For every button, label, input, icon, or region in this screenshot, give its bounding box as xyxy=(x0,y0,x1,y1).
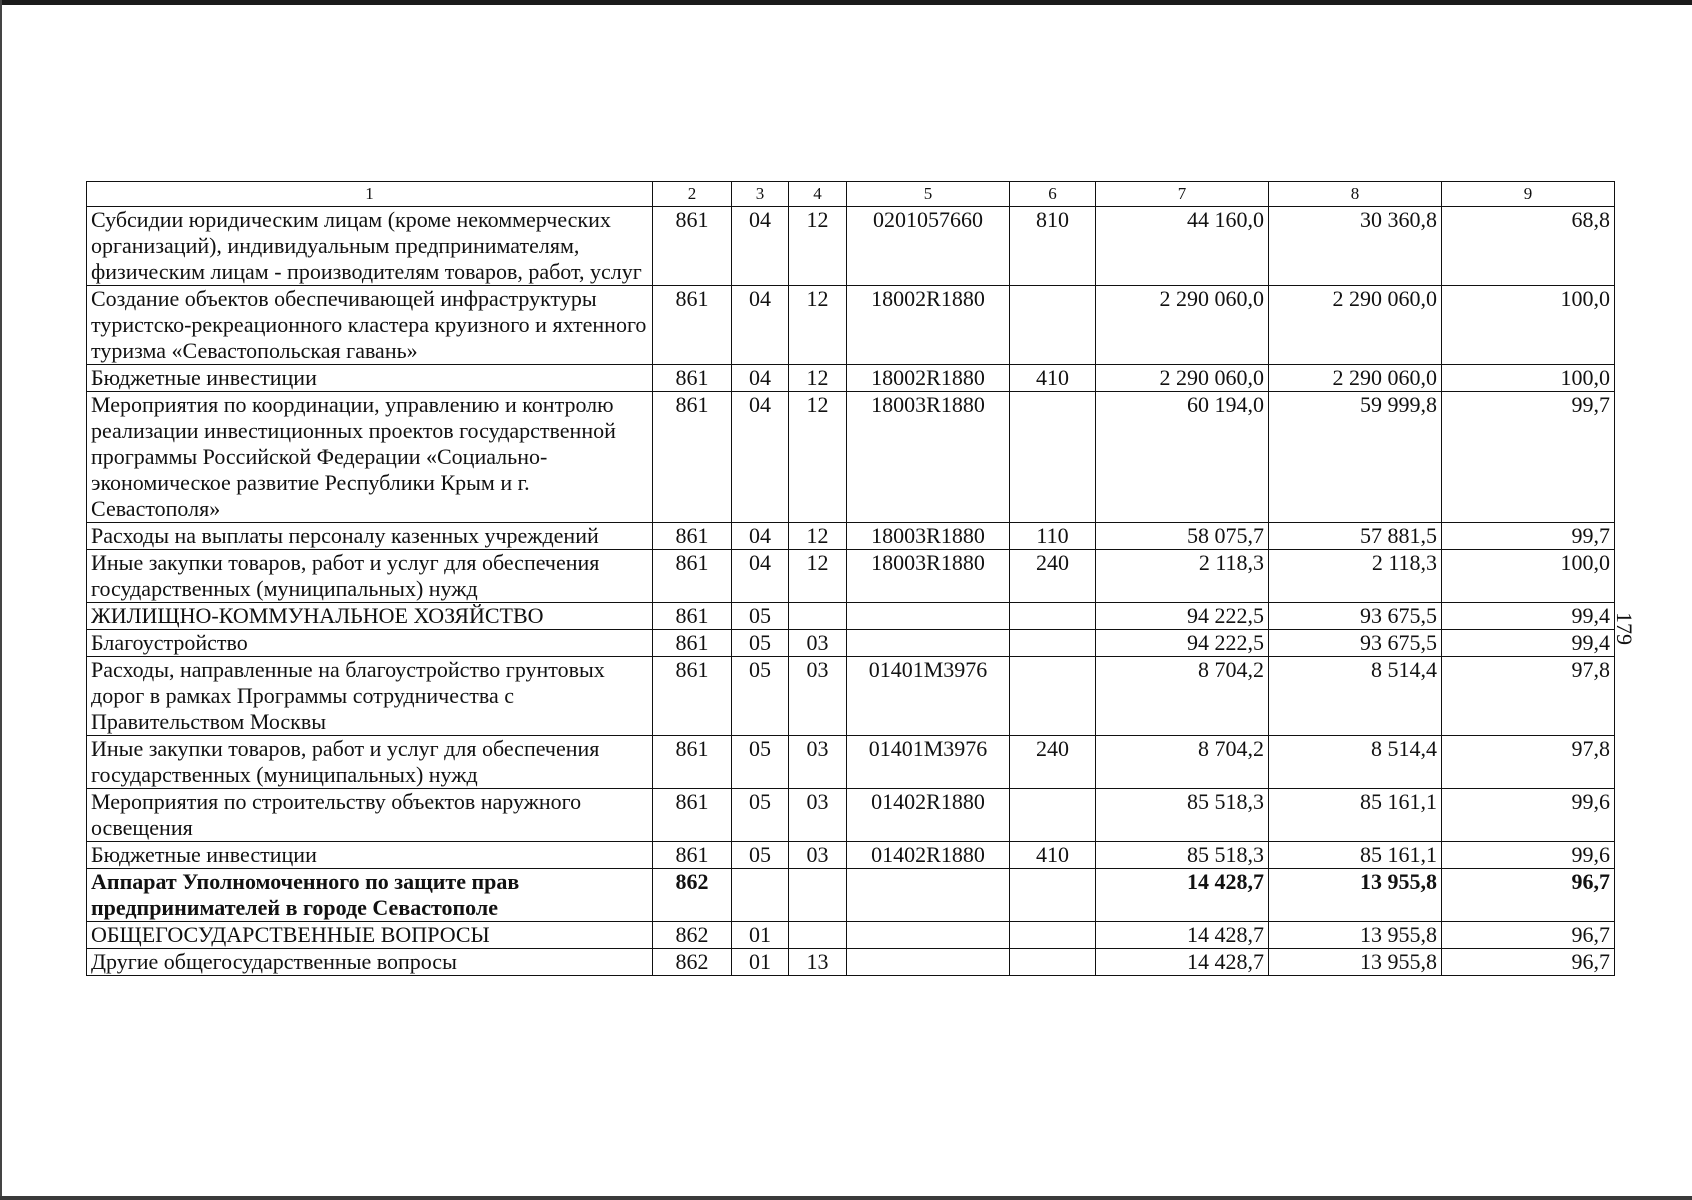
row-name: Расходы на выплаты персоналу казенных учреждений xyxy=(87,523,653,550)
row-executed-amount: 13 955,8 xyxy=(1269,869,1442,922)
row-target-article: 01402R1880 xyxy=(847,842,1010,869)
row-planned-amount: 58 075,7 xyxy=(1096,523,1269,550)
row-planned-amount: 85 518,3 xyxy=(1096,842,1269,869)
scan-edge-left xyxy=(0,0,2,1200)
header-col-3: 3 xyxy=(732,182,789,207)
row-execution-percent: 97,8 xyxy=(1442,736,1615,789)
table-row xyxy=(87,603,1615,630)
table-row xyxy=(87,523,1615,550)
budget-table xyxy=(86,181,1615,976)
row-planned-amount: 2 290 060,0 xyxy=(1096,286,1269,365)
row-executed-amount: 30 360,8 xyxy=(1269,207,1442,286)
row-executed-amount: 85 161,1 xyxy=(1269,842,1442,869)
row-name: Мероприятия по координации, управлению и контролю реализации инвестиционных проектов государственной программы Российской Федерации «Социально-экономическое развитие Республики Крым и г. Севастополя» xyxy=(87,392,653,523)
row-expense-type xyxy=(1010,630,1096,657)
row-expense-type xyxy=(1010,869,1096,922)
row-planned-amount: 44 160,0 xyxy=(1096,207,1269,286)
row-ministry-code: 861 xyxy=(653,657,732,736)
header-col-6: 6 xyxy=(1010,182,1096,207)
row-expense-type xyxy=(1010,949,1096,976)
row-subsection-code: 13 xyxy=(789,949,847,976)
row-ministry-code: 862 xyxy=(653,949,732,976)
row-section-code: 04 xyxy=(732,207,789,286)
row-subsection-code xyxy=(789,869,847,922)
row-executed-amount: 8 514,4 xyxy=(1269,657,1442,736)
row-subsection-code: 12 xyxy=(789,286,847,365)
row-section-code: 01 xyxy=(732,949,789,976)
row-section-code: 05 xyxy=(732,842,789,869)
table-row xyxy=(87,949,1615,976)
row-expense-type xyxy=(1010,603,1096,630)
row-target-article: 18003R1880 xyxy=(847,392,1010,523)
row-target-article: 18003R1880 xyxy=(847,550,1010,603)
row-execution-percent: 99,4 xyxy=(1442,630,1615,657)
table-row xyxy=(87,869,1615,922)
row-planned-amount: 14 428,7 xyxy=(1096,869,1269,922)
page-number: 179 xyxy=(1612,612,1637,645)
table-row xyxy=(87,392,1615,523)
row-ministry-code: 861 xyxy=(653,630,732,657)
row-executed-amount: 13 955,8 xyxy=(1269,922,1442,949)
row-ministry-code: 861 xyxy=(653,842,732,869)
row-target-article xyxy=(847,949,1010,976)
row-subsection-code: 03 xyxy=(789,736,847,789)
row-executed-amount: 8 514,4 xyxy=(1269,736,1442,789)
table-row xyxy=(87,736,1615,789)
row-execution-percent: 99,4 xyxy=(1442,603,1615,630)
row-ministry-code: 861 xyxy=(653,392,732,523)
row-expense-type xyxy=(1010,922,1096,949)
row-section-code: 01 xyxy=(732,922,789,949)
row-section-code: 04 xyxy=(732,286,789,365)
row-target-article: 01402R1880 xyxy=(847,789,1010,842)
row-executed-amount: 2 118,3 xyxy=(1269,550,1442,603)
row-expense-type: 410 xyxy=(1010,365,1096,392)
row-executed-amount: 59 999,8 xyxy=(1269,392,1442,523)
row-name: Иные закупки товаров, работ и услуг для обеспечения государственных (муниципальных) нужд xyxy=(87,550,653,603)
row-execution-percent: 99,7 xyxy=(1442,523,1615,550)
row-subsection-code: 12 xyxy=(789,550,847,603)
row-name: Другие общегосударственные вопросы xyxy=(87,949,653,976)
row-expense-type xyxy=(1010,392,1096,523)
row-subsection-code: 12 xyxy=(789,523,847,550)
row-expense-type: 810 xyxy=(1010,207,1096,286)
row-ministry-code: 862 xyxy=(653,869,732,922)
row-section-code: 04 xyxy=(732,550,789,603)
row-subsection-code: 12 xyxy=(789,207,847,286)
row-target-article xyxy=(847,869,1010,922)
row-subsection-code xyxy=(789,922,847,949)
row-subsection-code: 03 xyxy=(789,842,847,869)
row-name: Иные закупки товаров, работ и услуг для обеспечения государственных (муниципальных) нужд xyxy=(87,736,653,789)
row-executed-amount: 2 290 060,0 xyxy=(1269,365,1442,392)
row-planned-amount: 85 518,3 xyxy=(1096,789,1269,842)
row-execution-percent: 96,7 xyxy=(1442,869,1615,922)
row-target-article xyxy=(847,630,1010,657)
row-expense-type: 240 xyxy=(1010,550,1096,603)
row-planned-amount: 94 222,5 xyxy=(1096,630,1269,657)
row-target-article: 18003R1880 xyxy=(847,523,1010,550)
row-section-code: 05 xyxy=(732,789,789,842)
row-executed-amount: 85 161,1 xyxy=(1269,789,1442,842)
row-target-article: 0201057660 xyxy=(847,207,1010,286)
row-expense-type: 110 xyxy=(1010,523,1096,550)
table-row xyxy=(87,630,1615,657)
table-row xyxy=(87,842,1615,869)
row-subsection-code: 03 xyxy=(789,630,847,657)
row-expense-type: 240 xyxy=(1010,736,1096,789)
row-executed-amount: 57 881,5 xyxy=(1269,523,1442,550)
row-name: Благоустройство xyxy=(87,630,653,657)
row-expense-type xyxy=(1010,789,1096,842)
row-ministry-code: 861 xyxy=(653,789,732,842)
scan-edge-top xyxy=(0,0,1692,5)
row-execution-percent: 100,0 xyxy=(1442,365,1615,392)
row-planned-amount: 2 290 060,0 xyxy=(1096,365,1269,392)
row-execution-percent: 99,7 xyxy=(1442,392,1615,523)
row-planned-amount: 2 118,3 xyxy=(1096,550,1269,603)
row-subsection-code: 03 xyxy=(789,657,847,736)
header-col-2: 2 xyxy=(653,182,732,207)
row-executed-amount: 93 675,5 xyxy=(1269,630,1442,657)
row-ministry-code: 861 xyxy=(653,207,732,286)
row-planned-amount: 60 194,0 xyxy=(1096,392,1269,523)
header-col-7: 7 xyxy=(1096,182,1269,207)
row-ministry-code: 861 xyxy=(653,523,732,550)
header-row xyxy=(87,182,1615,207)
row-execution-percent: 100,0 xyxy=(1442,286,1615,365)
row-ministry-code: 861 xyxy=(653,550,732,603)
row-executed-amount: 2 290 060,0 xyxy=(1269,286,1442,365)
row-name: Создание объектов обеспечивающей инфраструктуры туристско-рекреационного кластера круизного и яхтенного туризма «Севастопольская гавань» xyxy=(87,286,653,365)
row-target-article: 01401M3976 xyxy=(847,657,1010,736)
row-execution-percent: 96,7 xyxy=(1442,922,1615,949)
row-ministry-code: 861 xyxy=(653,365,732,392)
table-row xyxy=(87,550,1615,603)
row-execution-percent: 68,8 xyxy=(1442,207,1615,286)
row-planned-amount: 14 428,7 xyxy=(1096,922,1269,949)
row-section-code: 04 xyxy=(732,365,789,392)
row-name: Субсидии юридическим лицам (кроме некоммерческих организаций), индивидуальным предпринимателям, физическим лицам - производителям товаров, работ, услуг xyxy=(87,207,653,286)
row-name: Аппарат Уполномоченного по защите прав предпринимателей в городе Севастополе xyxy=(87,869,653,922)
row-subsection-code: 03 xyxy=(789,789,847,842)
row-section-code: 05 xyxy=(732,630,789,657)
table-row xyxy=(87,286,1615,365)
row-section-code: 05 xyxy=(732,603,789,630)
row-ministry-code: 861 xyxy=(653,603,732,630)
row-subsection-code: 12 xyxy=(789,392,847,523)
row-execution-percent: 99,6 xyxy=(1442,842,1615,869)
row-name: Расходы, направленные на благоустройство грунтовых дорог в рамках Программы сотрудничества с Правительством Москвы xyxy=(87,657,653,736)
row-name: ОБЩЕГОСУДАРСТВЕННЫЕ ВОПРОСЫ xyxy=(87,922,653,949)
row-execution-percent: 99,6 xyxy=(1442,789,1615,842)
row-ministry-code: 861 xyxy=(653,736,732,789)
row-name: Бюджетные инвестиции xyxy=(87,365,653,392)
table-row xyxy=(87,922,1615,949)
row-executed-amount: 93 675,5 xyxy=(1269,603,1442,630)
row-section-code xyxy=(732,869,789,922)
row-section-code: 05 xyxy=(732,736,789,789)
row-name: ЖИЛИЩНО-КОММУНАЛЬНОЕ ХОЗЯЙСТВО xyxy=(87,603,653,630)
row-expense-type xyxy=(1010,657,1096,736)
row-executed-amount: 13 955,8 xyxy=(1269,949,1442,976)
table-row xyxy=(87,789,1615,842)
header-col-4: 4 xyxy=(789,182,847,207)
row-planned-amount: 94 222,5 xyxy=(1096,603,1269,630)
scan-edge-bottom xyxy=(0,1196,1692,1200)
row-execution-percent: 97,8 xyxy=(1442,657,1615,736)
table-row xyxy=(87,657,1615,736)
row-section-code: 05 xyxy=(732,657,789,736)
row-section-code: 04 xyxy=(732,392,789,523)
header-col-1: 1 xyxy=(87,182,653,207)
row-target-article xyxy=(847,603,1010,630)
row-expense-type: 410 xyxy=(1010,842,1096,869)
table-row xyxy=(87,207,1615,286)
table-row xyxy=(87,365,1615,392)
row-target-article xyxy=(847,922,1010,949)
row-target-article: 18002R1880 xyxy=(847,286,1010,365)
row-execution-percent: 100,0 xyxy=(1442,550,1615,603)
row-execution-percent: 96,7 xyxy=(1442,949,1615,976)
row-target-article: 01401M3976 xyxy=(847,736,1010,789)
row-ministry-code: 861 xyxy=(653,286,732,365)
row-target-article: 18002R1880 xyxy=(847,365,1010,392)
header-col-9: 9 xyxy=(1442,182,1615,207)
row-planned-amount: 14 428,7 xyxy=(1096,949,1269,976)
row-expense-type xyxy=(1010,286,1096,365)
row-subsection-code: 12 xyxy=(789,365,847,392)
row-planned-amount: 8 704,2 xyxy=(1096,736,1269,789)
header-col-8: 8 xyxy=(1269,182,1442,207)
row-name: Мероприятия по строительству объектов наружного освещения xyxy=(87,789,653,842)
row-section-code: 04 xyxy=(732,523,789,550)
row-ministry-code: 862 xyxy=(653,922,732,949)
row-subsection-code xyxy=(789,603,847,630)
row-planned-amount: 8 704,2 xyxy=(1096,657,1269,736)
header-col-5: 5 xyxy=(847,182,1010,207)
row-name: Бюджетные инвестиции xyxy=(87,842,653,869)
